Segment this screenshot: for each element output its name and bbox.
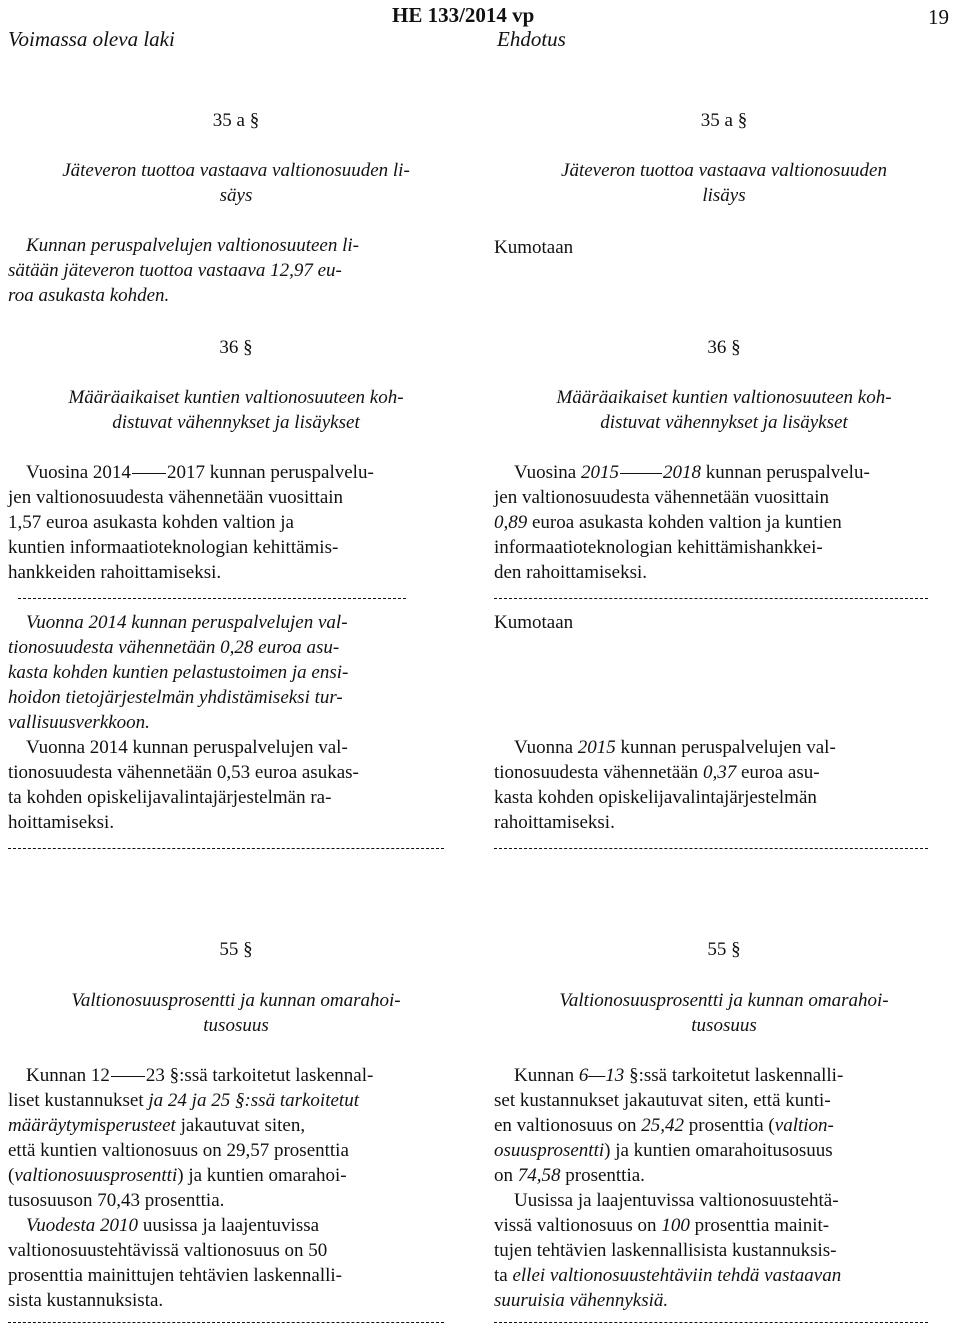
right-section-36-paragraph-3: Vuonna 2015 kunnan peruspalvelujen val- tionosuudesta vähennetään 0,37 euroa asu- kasta kohden opiskelijavalintajärjestelmän rahoittamiseksi. [494,737,836,833]
left-section-36-paragraph-2: Vuonna 2014 kunnan peruspalvelujen val- tionosuudesta vähennetään 0,28 euroa asu- kasta kohden kuntien pelastustoimen ja ensi- hoidon tietojärjestelmän yhdistämiseksi tur- vallisuusverkkoon. [8,612,349,733]
omission-dashes [8,1322,444,1323]
document-id: HE 133/2014 vp [392,3,535,27]
right-section-55-paragraph-1: Kunnan 6—13 §:ssä tarkoitetut laskennalli- set kustannukset jakautuvat siten, että kunti- en valtionosuus on 25,42 prosenttia (valtion- osuusprosentti) ja kuntien omarahoitusosuus on 74,58 prosenttia. [494,1065,844,1186]
left-section-36-paragraph-1: Vuosina 2014 2017 kunnan peruspalvelu- jen valtionosuudesta vähennetään vuosittain 1,57 euroa asukasta kohden valtion ja kuntien informaatioteknologian kehittämis- hankkeiden rahoittamiseksi. [8,462,374,583]
left-section-36-number: 36 § [219,337,253,358]
right-section-36-repealed: Kumotaan [494,612,574,633]
left-section-36-title: Määräaikaiset kuntien valtionosuuteen koh- distuvat vähennykset ja lisäykset [68,387,404,433]
left-section-55-title: Valtionosuusprosentti ja kunnan omarahoi- tusosuus [71,990,401,1036]
omission-dashes [8,848,444,849]
left-section-55-number: 55 § [219,939,253,960]
left-column-title: Voimassa oleva laki [8,27,175,51]
right-section-36-number: 36 § [707,337,741,358]
right-section-35a-number: 35 a § [700,110,748,131]
omission-dashes [494,1322,928,1323]
right-section-36-paragraph-1: Vuosina 2015 2018 kunnan peruspalvelu- jen valtionosuudesta vähennetään vuosittain 0,89 euroa asukasta kohden valtion ja kuntien informaatioteknologian kehittämishankkei- den rahoittamiseksi. [494,462,870,583]
left-section-35a-body: Kunnan peruspalvelujen valtionosuuteen li- sätään jäteveron tuottoa vastaava 12,97 eu- roa asukasta kohden. [8,235,359,306]
right-section-35a-body: Kumotaan [494,237,574,258]
page-number: 19 [928,5,949,29]
left-section-55-paragraph-1: Kunnan 12 23 §:ssä tarkoitetut laskennal- liset kustannukset ja 24 ja 25 §:ssä tarkoitetut määräytymisperusteet jakautuvat siten, että kuntien valtionosuus on 29,57 prosenttia (valtionosuusprosentti) ja kuntien omarahoi- tusosuuson 70,43 prosenttia. [8,1065,374,1211]
left-section-35a-number: 35 a § [212,110,260,131]
right-section-55-paragraph-2: Uusissa ja laajentuvissa valtionosuustehtä- vissä valtionosuus on 100 prosenttia mainit- tujen tehtävien laskennallisista kustannuksis- ta ellei valtionosuustehtäviin tehdä vastaavan suuruisia vähennyksiä. [494,1190,842,1311]
right-column-title: Ehdotus [497,27,566,51]
right-section-55-title: Valtionosuusprosentti ja kunnan omarahoi- tusosuus [559,990,889,1036]
left-section-36-paragraph-3: Vuonna 2014 kunnan peruspalvelujen val- tionosuudesta vähennetään 0,53 euroa asukas- ta kohden opiskelijavalintajärjestelmän ra- hoittamiseksi. [8,737,359,833]
right-section-36-title: Määräaikaiset kuntien valtionosuuteen koh- distuvat vähennykset ja lisäykset [556,387,892,433]
right-section-35a-title: Jäteveron tuottoa vastaava valtionosuuden lisäys [561,160,887,206]
right-section-55-number: 55 § [707,939,741,960]
left-section-55-paragraph-2: Vuodesta 2010 uusissa ja laajentuvissa valtionosuustehtävissä valtionosuus on 50 prosenttia mainittujen tehtävien laskennalli- sista kustannuksista. [8,1215,342,1311]
omission-dashes [494,598,928,599]
omission-dashes [18,598,406,599]
left-section-35a-title: Jäteveron tuottoa vastaava valtionosuuden li- säys [62,160,410,206]
omission-dashes [494,848,928,849]
